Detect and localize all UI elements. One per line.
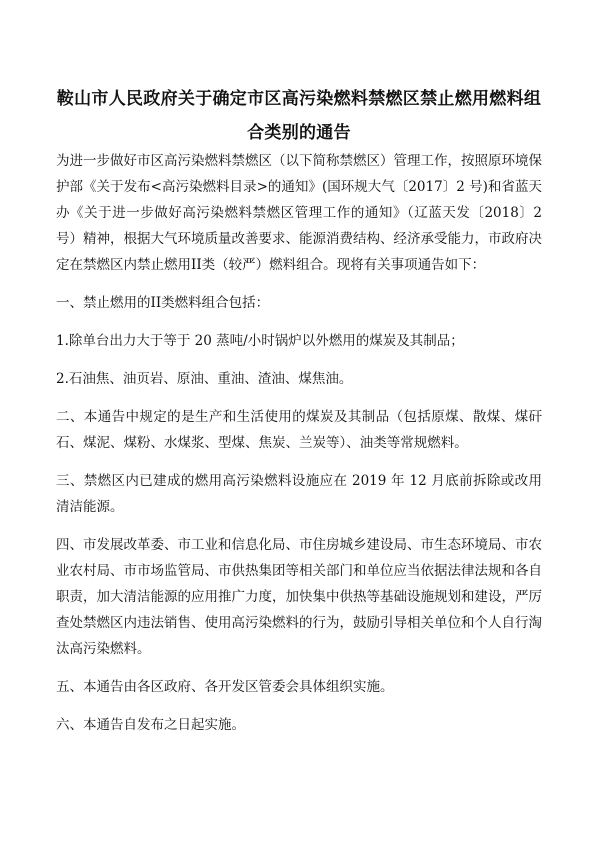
paragraph-section-2: 二、本通告中规定的是生产和生活使用的煤炭及其制品（包括原煤、散煤、煤矸石、煤泥、煤粉、水煤浆、型煤、焦炭、兰炭等）、油类等常规燃料。: [56, 409, 542, 451]
paragraph-section-4: 四、市发展改革委、市工业和信息化局、市住房城乡建设局、市生态环境局、市农业农村局、市市场监管局、市供热集团等相关部门和单位应当依据法律法规和各自职责，加大清洁能源的应用推广力度，加快集中供热等基础设施规划和建设，严厉查处禁燃区内违法销售、使用高污染燃料的行为，鼓励引导相关单位和个人自行淘汰高污染燃料。: [56, 537, 542, 657]
paragraph-section-6: 六、本通告自发布之日起实施。: [56, 717, 245, 733]
paragraph-section-5: 五、本通告由各区政府、各开发区管委会具体组织实施。: [56, 679, 394, 695]
document-body: [56, 148, 542, 750]
paragraph-section-3: 三、禁燃区内已建成的燃用高污染燃料设施应在 2019 年 12 月底前拆除或改用清洁能源。: [56, 473, 542, 515]
paragraph-intro: 为进一步做好市区高污染燃料禁燃区（以下简称禁燃区）管理工作，按照原环境保护部《关于发布<高污染燃料目录>的通知》(国环规大气〔2017〕2 号)和省蓝天办《关于进一步做好高污染燃料禁燃区管理工作的通知》（辽蓝天发〔2018〕2 号）精神，根据大气环境质量改善要求、能源消费结构、经济承受能力，市政府决定在禁燃区内禁止燃用II类（较严）燃料组合。现将有关事项通告如下：: [56, 153, 542, 273]
paragraph-item-1: 1.除单台出力大于等于 20 蒸吨/小时锅炉以外燃用的煤炭及其制品；: [56, 333, 464, 349]
paragraph-item-2: 2.石油焦、油页岩、原油、重油、渣油、煤焦油。: [56, 371, 353, 387]
document-title: 鞍山市人民政府关于确定市区高污染燃料禁燃区禁止燃用燃料组合类别的通告: [56, 89, 542, 143]
paragraph-section-1-heading: 一、禁止燃用的II类燃料组合包括：: [56, 295, 270, 311]
